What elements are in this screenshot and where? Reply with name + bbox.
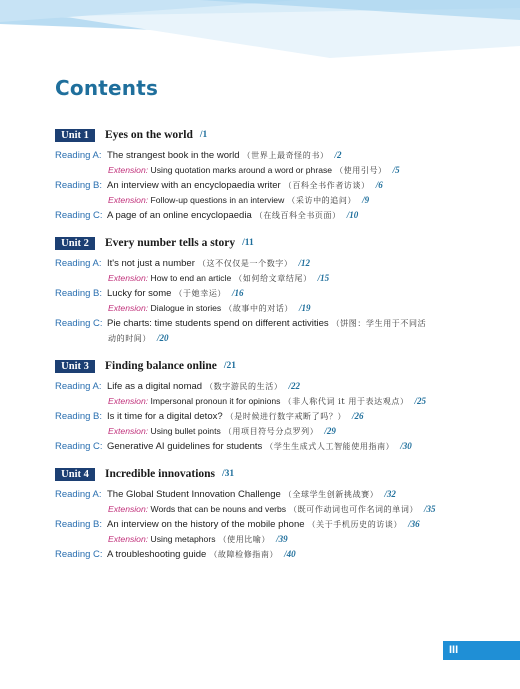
entry-page: /2 [334, 150, 342, 160]
entry-page: /12 [298, 258, 311, 268]
unit-page-number: /21 [223, 361, 236, 372]
entry-title: Lucky for some [107, 288, 172, 299]
entry-title: The Global Student Innovation Challenge [107, 489, 281, 500]
toc-extension[interactable] [55, 301, 475, 316]
toc-entry[interactable] [55, 316, 475, 331]
extension-label: Extension: [108, 273, 149, 283]
entry-chinese: （关于手机历史的访谈） [307, 520, 403, 529]
entry-chinese: （使用比喻） [218, 535, 271, 544]
toc-entry-continuation [55, 331, 475, 346]
entry-title: Is it time for a digital detox? [107, 411, 223, 422]
entry-chinese: （全球学生创新挑战赛） [283, 490, 379, 499]
toc-entry[interactable] [55, 547, 475, 562]
entry-chinese: （数字游民的生活） [205, 382, 283, 391]
extension-label: Extension: [108, 426, 149, 436]
entry-page: /19 [299, 303, 311, 313]
entry-chinese-continued: 动的时间） [108, 334, 151, 343]
toc-entry[interactable] [55, 439, 475, 454]
unit-title: Finding balance online [105, 360, 217, 373]
entry-page: /25 [414, 396, 427, 406]
toc-extension[interactable] [55, 502, 475, 517]
unit-page-number: /31 [222, 469, 235, 480]
unit-heading[interactable] [55, 128, 475, 143]
entry-chinese: （饼图：学生用于不同活 [331, 319, 427, 328]
entry-page: /16 [232, 288, 244, 298]
entry-page: /35 [424, 504, 436, 514]
toc-entry[interactable] [55, 148, 475, 163]
entry-page: /30 [400, 441, 412, 451]
unit-heading[interactable] [55, 359, 475, 374]
entry-title: Pie charts: time students spend on different activities [107, 318, 329, 329]
entry-label: Reading B: [55, 411, 103, 422]
entry-title: Dialogue in stories [150, 303, 222, 313]
entry-page: /5 [392, 165, 400, 175]
entry-title: Using bullet points [150, 426, 221, 436]
entry-page: /22 [288, 381, 300, 391]
entry-title: How to end an article [150, 273, 232, 283]
entry-page: /39 [276, 534, 288, 544]
toc-entry[interactable] [55, 517, 475, 532]
entry-page: /32 [384, 489, 396, 499]
unit-page-number: /11 [242, 238, 254, 249]
extension-label: Extension: [108, 504, 149, 514]
toc-extension[interactable] [55, 394, 475, 409]
entry-chinese: （世界上最奇怪的书） [242, 151, 329, 160]
entry-chinese: （故事中的对话） [224, 304, 294, 313]
page-title: Contents [55, 76, 159, 100]
entry-chinese: （采访中的追问） [287, 196, 357, 205]
entry-label: Reading B: [55, 180, 103, 191]
page-number-tab: III [443, 641, 520, 660]
entry-label: Reading A: [55, 258, 102, 269]
toc-entry[interactable] [55, 208, 475, 223]
unit-title: Every number tells a story [105, 237, 236, 250]
extension-label: Extension: [108, 534, 149, 544]
entry-title: A page of an online encyclopaedia [107, 210, 252, 221]
extension-label: Extension: [108, 303, 149, 313]
entry-label: Reading C: [55, 549, 103, 560]
entry-title: Impersonal pronoun it for opinions [150, 396, 281, 406]
entry-title: A troubleshooting guide [107, 549, 207, 560]
toc-extension[interactable] [55, 193, 475, 208]
unit-heading[interactable] [55, 467, 475, 482]
entry-chinese: （这不仅仅是一个数字） [197, 259, 293, 268]
entry-chinese: （在线百科全书页面） [254, 211, 341, 220]
entry-page: /26 [352, 411, 364, 421]
toc-entry[interactable] [55, 487, 475, 502]
unit-page-number: /1 [199, 130, 208, 141]
toc-extension[interactable] [55, 271, 475, 286]
entry-title: The strangest book in the world [107, 150, 240, 161]
unit-tag: Unit 2 [55, 237, 95, 250]
extension-label: Extension: [108, 165, 149, 175]
entry-title: Using metaphors [150, 534, 216, 544]
toc-extension[interactable] [55, 424, 475, 439]
toc-entry[interactable] [55, 178, 475, 193]
entry-label: Reading B: [55, 288, 103, 299]
unit-title: Incredible innovations [105, 468, 216, 481]
extension-label: Extension: [108, 396, 149, 406]
table-of-contents [55, 128, 475, 562]
toc-extension[interactable] [55, 163, 475, 178]
toc-entry[interactable] [55, 256, 475, 271]
entry-page: /36 [408, 519, 420, 529]
entry-label: Reading A: [55, 381, 102, 392]
entry-chinese: （于她幸运） [174, 289, 227, 298]
entry-chinese: （如何给文章结尾） [234, 274, 312, 283]
toc-entry[interactable] [55, 409, 475, 424]
entry-title: Follow-up questions in an interview [150, 195, 285, 205]
entry-title: Generative AI guidelines for students [107, 441, 263, 452]
unit-tag: Unit 1 [55, 129, 95, 142]
entry-label: Reading B: [55, 519, 103, 530]
entry-chinese: （故障检修指南） [209, 550, 279, 559]
header-banner [0, 0, 520, 60]
entry-chinese: （既可作动词也可作名词的单词） [289, 505, 419, 514]
entry-title: It's not just a number [107, 258, 195, 269]
entry-title: An interview on the history of the mobile phone [107, 519, 305, 530]
entry-label: Reading A: [55, 150, 102, 161]
entry-label: Reading A: [55, 489, 102, 500]
entry-page: /20 [157, 333, 169, 343]
entry-page: /9 [362, 195, 370, 205]
entry-chinese: （使用引号） [335, 166, 387, 175]
entry-title: Using quotation marks around a word or phrase [150, 165, 333, 175]
toc-entry[interactable] [55, 379, 475, 394]
entry-title: Words that can be nouns and verbs [150, 504, 287, 514]
entry-chinese: （用项目符号分点罗列） [223, 427, 319, 436]
entry-page: /29 [324, 426, 336, 436]
entry-title: Life as a digital nomad [107, 381, 203, 392]
toc-entry[interactable] [55, 286, 475, 301]
entry-page: /40 [284, 549, 296, 559]
entry-chinese: （非人称代词 it 用于表达观点） [283, 397, 409, 406]
toc-extension[interactable] [55, 532, 475, 547]
unit-title: Eyes on the world [105, 129, 193, 142]
unit-tag: Unit 3 [55, 360, 95, 373]
entry-chinese: （百科全书作者访谈） [283, 181, 370, 190]
entry-title: An interview with an encyclopaedia writer [107, 180, 281, 191]
unit-tag: Unit 4 [55, 468, 95, 481]
entry-chinese: （是时候进行数字戒断了吗？） [225, 412, 347, 421]
entry-page: /6 [375, 180, 383, 190]
entry-label: Reading C: [55, 318, 103, 329]
entry-label: Reading C: [55, 441, 103, 452]
entry-chinese: （学生生成式人工智能使用指南） [265, 442, 395, 451]
extension-label: Extension: [108, 195, 149, 205]
unit-heading[interactable] [55, 236, 475, 251]
entry-page: /10 [346, 210, 359, 220]
entry-label: Reading C: [55, 210, 103, 221]
entry-page: /15 [317, 273, 330, 283]
